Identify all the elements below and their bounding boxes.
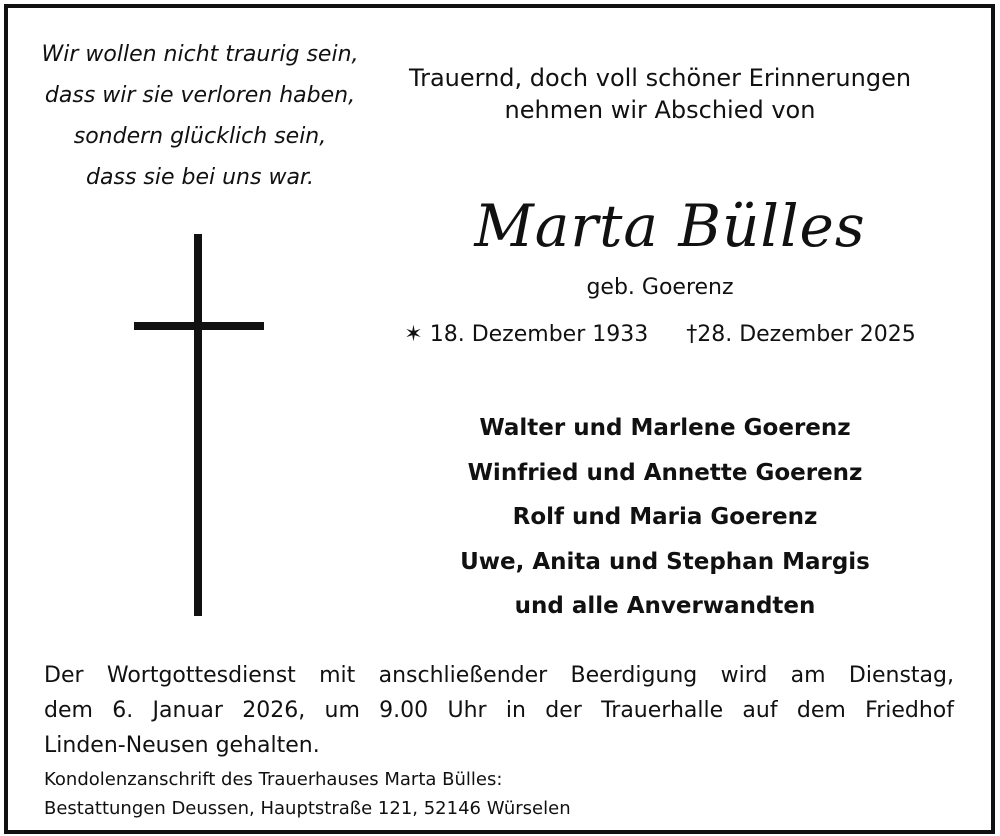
birth-date: 18. Dezember 1933 [429, 322, 649, 347]
poem-line: Wir wollen nicht traurig sein, [41, 42, 359, 67]
deceased-name: Marta Bülles [474, 192, 866, 260]
condolence-line: Bestattungen Deussen, Hauptstraße 121, 52146 Würselen [44, 798, 571, 819]
service-line: Der Wortgottesdienst mit anschließender Beerdigung wird am Dienstag, [44, 663, 954, 688]
mourner-line: Walter und Marlene Goerenz [479, 415, 851, 441]
cross-vertical-bar [194, 234, 202, 616]
mourner-line: Uwe, Anita und Stephan Margis [460, 548, 870, 575]
poem-line: dass wir sie verloren haben, [44, 83, 356, 108]
poem [30, 34, 370, 198]
service-line: dem 6. Januar 2026, um 9.00 Uhr in der Trauerhalle auf dem Friedhof [44, 698, 954, 723]
intro-line: nehmen wir Abschied von [504, 96, 816, 124]
mourners-list [380, 406, 950, 629]
poem-line: dass sie bei uns war. [86, 165, 314, 190]
death-dagger-icon: † [686, 322, 698, 347]
condolence-line: Kondolenzanschrift des Trauerhauses Marta Bülles: [44, 769, 503, 790]
service-line: Linden-Neusen gehalten. [44, 733, 320, 758]
mourner-line: und alle Anverwandten [514, 593, 816, 620]
birth-star-icon: ✶ [404, 322, 423, 347]
maiden-name: geb. Goerenz [586, 275, 734, 300]
death-date: 28. Dezember 2025 [697, 322, 916, 347]
service-info [44, 658, 954, 763]
life-dates [380, 318, 940, 352]
cross-horizontal-bar [134, 322, 264, 330]
mourner-line: Rolf und Maria Goerenz [512, 504, 818, 531]
mourner-line: Winfried und Annette Goerenz [467, 459, 863, 486]
intro-line: Trauernd, doch voll schöner Erinnerungen [408, 64, 912, 92]
poem-line: sondern glücklich sein, [73, 124, 327, 149]
intro-text [380, 62, 940, 126]
condolence-address [44, 765, 744, 823]
